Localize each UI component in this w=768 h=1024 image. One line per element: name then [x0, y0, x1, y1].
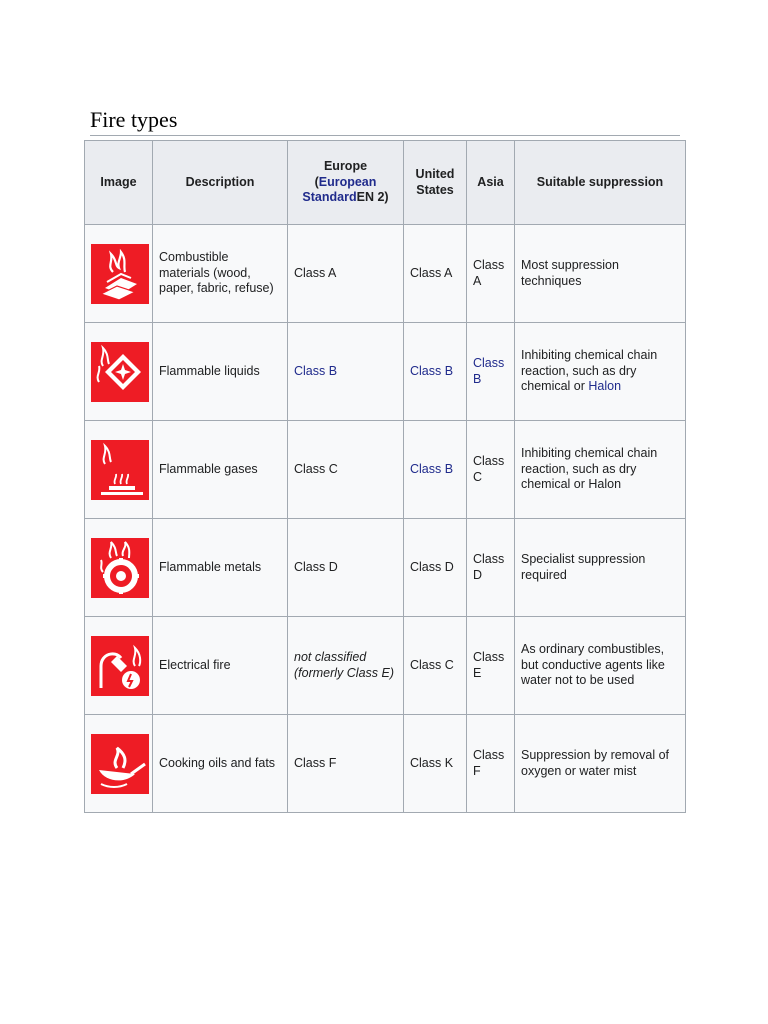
asia-cell: Class D	[467, 519, 515, 617]
suppression-cell: As ordinary combustibles, but conductive agents like water not to be used	[515, 617, 686, 715]
description-cell: Electrical fire	[153, 617, 288, 715]
suppression-cell: Suppression by removal of oxygen or water mist	[515, 715, 686, 813]
asia-cell: Class F	[467, 715, 515, 813]
description-cell: Flammable metals	[153, 519, 288, 617]
fire-types-table	[84, 140, 686, 813]
header-suppression: Suitable suppression	[515, 141, 686, 225]
class-b-link[interactable]: Class B	[294, 363, 338, 378]
us-cell: Class K	[404, 715, 467, 813]
header-us: United States	[404, 141, 467, 225]
suppression-cell: Specialist suppression required	[515, 519, 686, 617]
flammable-gases-icon[interactable]	[91, 440, 149, 500]
europe-cell: not classified (formerly Class E)	[288, 617, 404, 715]
image-cell	[85, 715, 153, 813]
image-cell	[85, 617, 153, 715]
image-cell	[85, 519, 153, 617]
header-description: Description	[153, 141, 288, 225]
table-row	[85, 225, 686, 323]
header-europe-label: Europe	[323, 159, 368, 174]
section-heading: Fire types	[90, 106, 680, 136]
suppression-cell: Most suppression techniques	[515, 225, 686, 323]
table-row	[85, 617, 686, 715]
image-cell	[85, 421, 153, 519]
description-cell: Flammable gases	[153, 421, 288, 519]
cooking-oils-icon[interactable]	[91, 734, 149, 794]
suppression-cell	[515, 323, 686, 421]
header-asia: Asia	[467, 141, 515, 225]
header-image: Image	[85, 141, 153, 225]
image-cell	[85, 323, 153, 421]
us-cell: Class C	[404, 617, 467, 715]
europe-cell	[288, 323, 404, 421]
europe-cell: Class C	[288, 421, 404, 519]
suppression-text: Inhibiting chemical chain reaction, such as dry chemical or	[521, 348, 658, 394]
europe-cell: Class F	[288, 715, 404, 813]
us-cell: Class A	[404, 225, 467, 323]
flammable-liquids-icon[interactable]	[91, 342, 149, 402]
table-row	[85, 519, 686, 617]
europe-cell: Class D	[288, 519, 404, 617]
table-header-row	[85, 141, 686, 225]
header-europe-open: (	[314, 174, 319, 189]
asia-cell: Class E	[467, 617, 515, 715]
suppression-cell: Inhibiting chemical chain reaction, such as dry chemical or Halon	[515, 421, 686, 519]
description-cell: Cooking oils and fats	[153, 715, 288, 813]
class-b-link[interactable]: Class B	[410, 363, 454, 378]
header-europe-suffix: EN 2)	[356, 190, 389, 205]
us-cell	[404, 421, 467, 519]
us-cell	[404, 323, 467, 421]
table-row	[85, 323, 686, 421]
combustible-materials-icon[interactable]	[91, 244, 149, 304]
flammable-metals-icon[interactable]	[91, 538, 149, 598]
asia-cell	[467, 323, 515, 421]
table-row	[85, 421, 686, 519]
halon-link[interactable]: Halon	[588, 379, 622, 394]
table-row	[85, 715, 686, 813]
class-b-link[interactable]: Class B	[473, 356, 505, 386]
asia-cell: Class C	[467, 421, 515, 519]
description-cell: Flammable liquids	[153, 323, 288, 421]
image-cell	[85, 225, 153, 323]
electrical-fire-icon[interactable]	[91, 636, 149, 696]
description-cell: Combustible materials (wood, paper, fabric, refuse)	[153, 225, 288, 323]
asia-cell: Class A	[467, 225, 515, 323]
header-europe	[288, 141, 404, 225]
us-cell: Class D	[404, 519, 467, 617]
class-b-link[interactable]: Class B	[410, 461, 454, 476]
europe-cell: Class A	[288, 225, 404, 323]
european-standard-link[interactable]: European Standard	[302, 174, 377, 205]
